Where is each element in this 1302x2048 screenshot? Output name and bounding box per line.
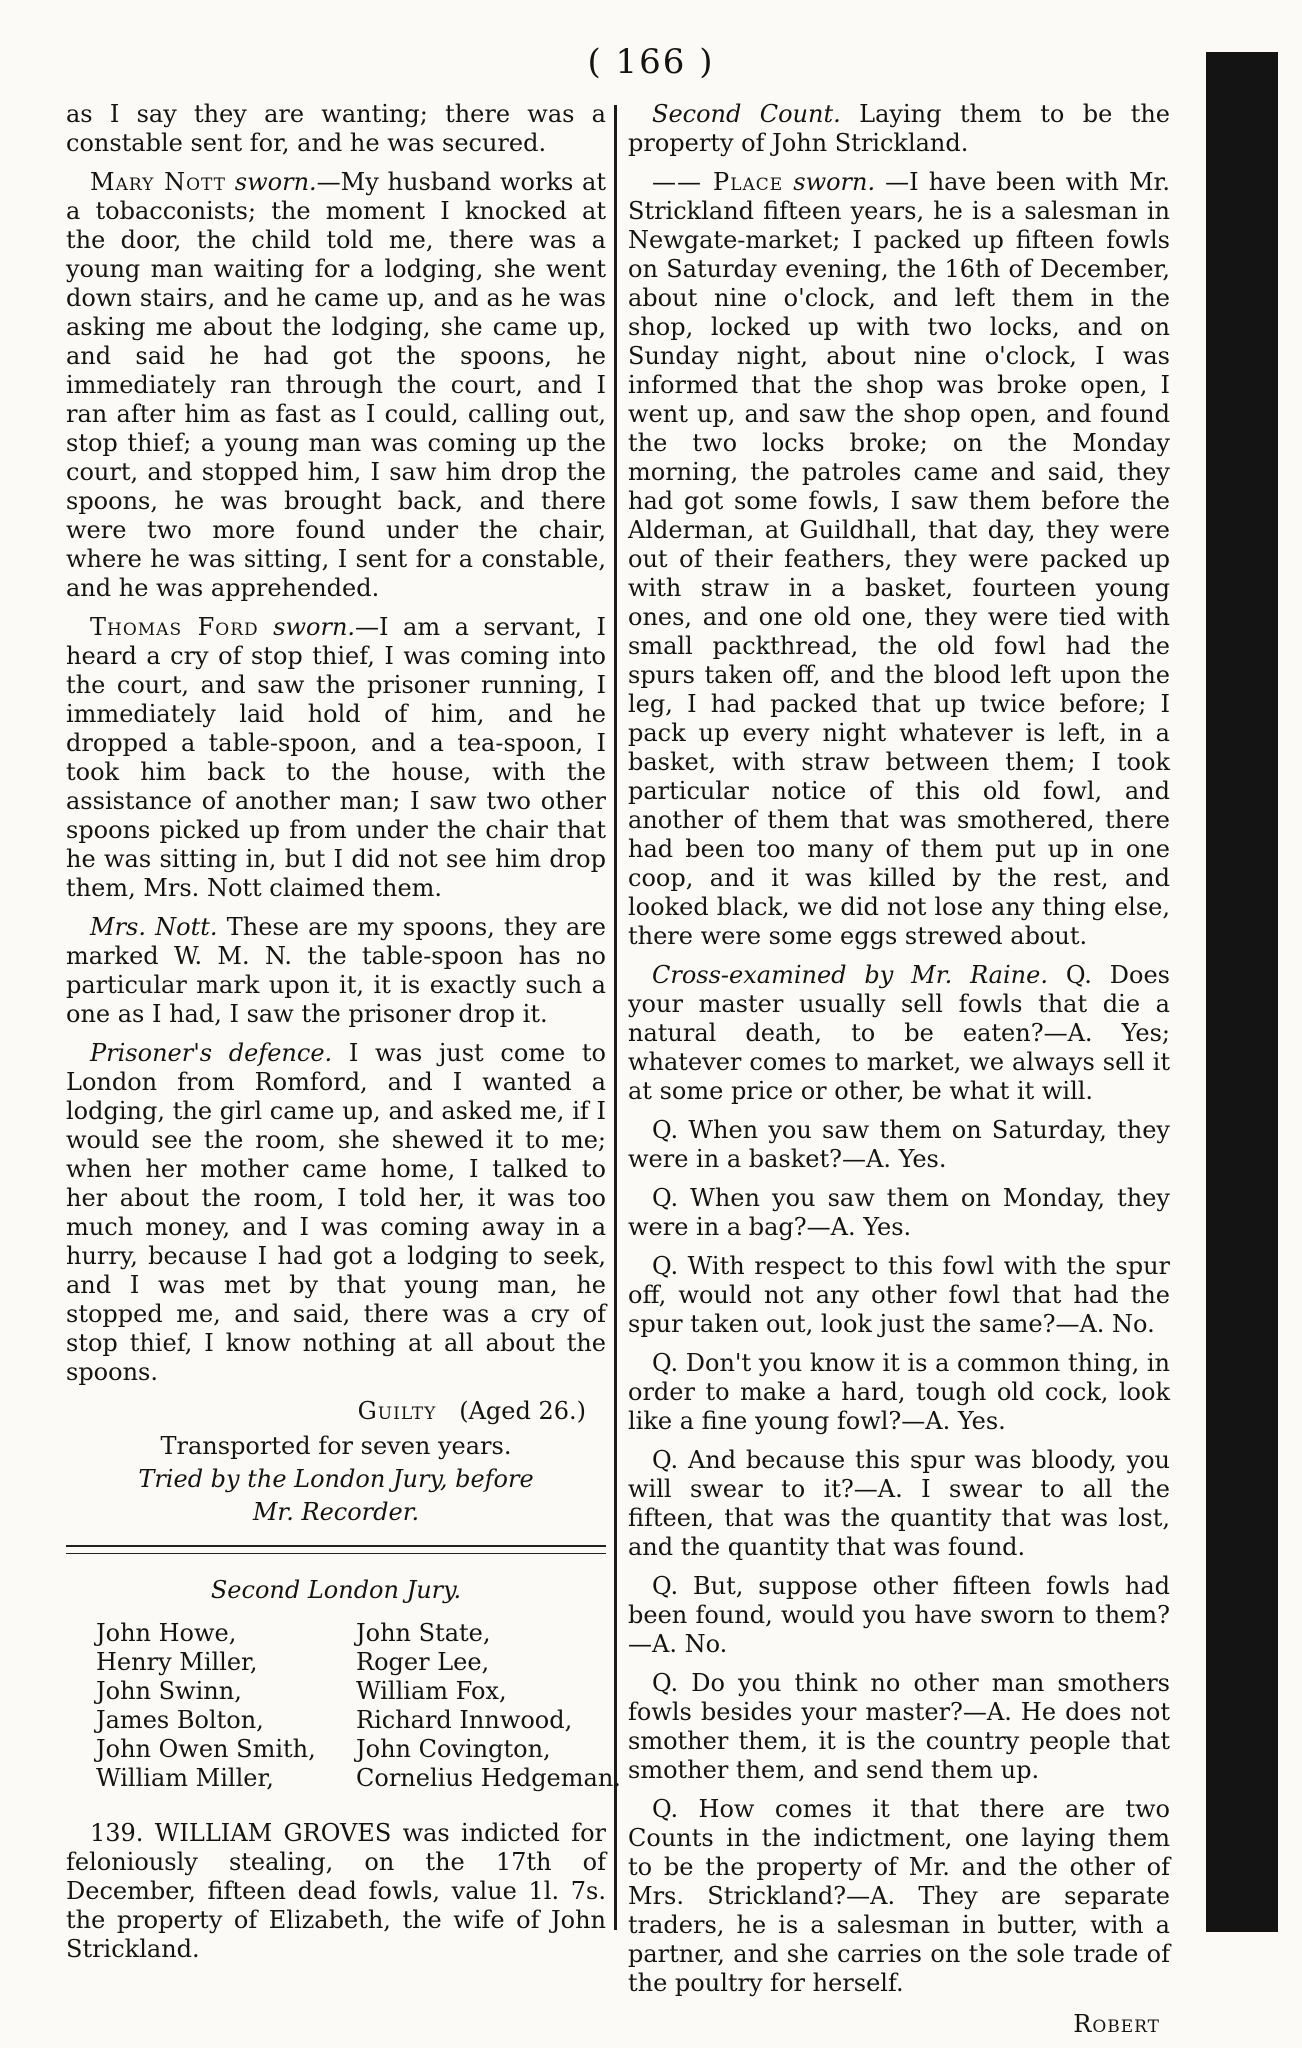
juror: John Swinn,	[96, 1677, 242, 1705]
qa-item: Q. How comes it that there are two Counts in the indictment, one laying them to be the property of Mr. and the other of Mrs. Strickland?—A. They are separate traders, he is a salesman in butter, with a partner, and she carries on the sole trade of the poultry for herself.	[628, 1795, 1170, 1997]
case-139-indictment	[66, 1819, 606, 1964]
jury-list	[66, 1619, 621, 1793]
qa-item: Q. With respect to this fowl with the spur off, would not any other fowl that had the spur taken out, look just the same?—A. No.	[628, 1252, 1170, 1338]
tried-by-line: Tried by the London Jury, before	[138, 1465, 534, 1493]
cross-exam-text: Q. Does your master usually sell fowls that die a natural death, to be eaten?—A. Yes; whatever comes to market, we always sell it at some price or other, be what it will.	[628, 961, 1171, 1105]
testimony-thomas-ford	[66, 613, 606, 903]
juror: Roger Lee,	[356, 1648, 490, 1676]
paragraph: as I say they are wanting; there was a constable sent for, and he was secured.	[66, 100, 606, 157]
juror: James Bolton,	[96, 1706, 264, 1734]
case-number: 139.	[90, 1819, 144, 1847]
indictment-text: was indicted for feloniously stealing, on the 17th of December, fifteen dead fowls, value 1l. 7s. the property of Elizabeth, the wife of John Strickland.	[66, 1819, 606, 1963]
count-label: Second Count.	[652, 100, 841, 128]
sentence: Transported for seven years.	[160, 1432, 512, 1460]
jury-title: Second London Jury.	[210, 1576, 462, 1604]
testimony-text: —I am a servant, I heard a cry of stop thief, I was coming into the court, and saw the prisoner running, I immediately laid hold of him, and he dropped a table-spoon, and a tea-spoon, I took him back to the house, with the assistance of another man; I saw two other spoons picked up from under the chair that he was sitting in, but I did not see him drop them, Mrs. Nott claimed them.	[66, 613, 606, 902]
witness-name: Mrs. Nott.	[90, 913, 218, 941]
verdict	[66, 1397, 606, 1426]
testimony-mrs-nott	[66, 913, 606, 1029]
juror: John Howe,	[96, 1619, 237, 1647]
juror: William Fox,	[356, 1677, 507, 1705]
second-count	[628, 100, 1170, 158]
qa-item: Q. Do you think no other man smothers fowls besides your master?—A. He does not smother them, it is the country people that smother them, and send them up.	[628, 1669, 1170, 1784]
juror: Henry Miller,	[96, 1648, 258, 1676]
witness-name: Mary Nott	[90, 168, 227, 196]
qa-item: Q. Don't you know it is a common thing, in order to make a hard, tough old cock, look like a fine young fowl?—A. Yes.	[628, 1349, 1170, 1435]
qa-item: Q. When you saw them on Saturday, they were in a basket?—A. Yes.	[628, 1116, 1170, 1173]
witness-name: Thomas Ford	[90, 613, 259, 641]
sworn-label: sworn.	[793, 168, 876, 196]
juror: John Covington,	[356, 1735, 551, 1763]
qa-item: Q. When you saw them on Monday, they were in a bag?—A. Yes.	[628, 1184, 1170, 1241]
juror: Richard Innwood,	[356, 1706, 573, 1734]
catchword: Robert	[1073, 2010, 1160, 2038]
right-column	[628, 100, 1170, 2039]
tried-by-judge: Mr. Recorder.	[252, 1498, 420, 1526]
cross-examination	[628, 961, 1170, 1106]
sworn-label: sworn.	[234, 168, 317, 196]
juror: John Owen Smith,	[96, 1735, 316, 1763]
sworn-label: sworn.	[273, 613, 356, 641]
defence-text: I was just come to London from Romford, and I wanted a lodging, the girl came up, and asked me, if I would see the room, she shewed it to me; when her mother came home, I talked to her about the room, I told her, it was too much money, and I was coming away in a hurry, because I had got a lodging to seek, and I was met by that young man, he stopped me, and said, there was a cry of stop thief, I know nothing at all about the spoons.	[66, 1039, 606, 1386]
section-rule	[66, 1545, 606, 1547]
left-column	[66, 100, 621, 1974]
defence-label: Prisoner's defence.	[90, 1039, 333, 1067]
testimony-text: —My husband works at a tobacconists; the moment I knocked at the door, the child told me, there was a young man waiting for a lodging, she went down stairs, and he came up, and as he was asking me about the lodging, she came up, and said he had got the spoons, he immediately ran through the court, and I ran after him as fast as I could, calling out, stop thief; a young man was coming up the court, and stopped him, I saw him drop the spoons, he was brought back, and there were two more found under the chair, where he was sitting, I sent for a constable, and he was apprehended.	[66, 168, 606, 602]
section-rule-thin	[66, 1553, 606, 1554]
verdict-word: Guilty	[357, 1397, 437, 1425]
count-text: Laying them to be the property of John Strickland.	[628, 100, 1170, 157]
testimony-text: These are my spoons, they are marked W. M. N. the table-spoon has no particular mark upon it, it is exactly such a one as I had, I saw the prisoner drop it.	[66, 913, 606, 1028]
cross-exam-label: Cross-examined by Mr. Raine.	[652, 961, 1048, 989]
qa-item: Q. But, suppose other fifteen fowls had been found, would you have sworn to them?—A. No.	[628, 1572, 1170, 1658]
testimony-mary-nott	[66, 168, 606, 603]
qa-item: Q. And because this spur was bloody, you will swear to it?—A. I swear to all the fifteen, that was the quantity that was lost, and the quantity that was found.	[628, 1446, 1170, 1561]
testimony-place	[628, 168, 1170, 951]
juror: John State,	[356, 1619, 491, 1647]
scan-edge	[1206, 52, 1278, 1932]
juror: William Miller,	[96, 1764, 274, 1792]
defendant-name: WILLIAM GROVES	[154, 1819, 392, 1847]
testimony-text: —I have been with Mr. Strickland fifteen years, he is a salesman in Newgate-market; I packed up fifteen fowls on Saturday evening, the 16th of December, about nine o'clock, and left them in the shop, locked up with two locks, and on Sunday night, about nine o'clock, I was informed that the shop was broke open, I went up, and saw the shop open, and found the two locks broke; on the Monday morning, the patroles came and said, they had got some fowls, I saw them before the Alderman, at Guildhall, that day, they were out of their feathers, they were packed up with straw in a basket, fourteen young ones, and one old one, they were tied with small packthread, the old fowl had the spurs taken off, and the blood left upon the leg, I had packed that up twice before; I pack up every night whatever is left, in a basket, with straw between them; I took particular notice of this old fowl, and another of them that was smothered, there had been too many of them put up in one coop, and it was killed by the rest, and looked black, we did not lose any thing else, there were some eggs strewed about.	[628, 168, 1170, 950]
prisoner-defence	[66, 1039, 606, 1387]
page-number: ( 166 )	[587, 42, 715, 82]
witness-name: —— Place	[652, 168, 784, 196]
juror: Cornelius Hedgeman.	[356, 1764, 621, 1792]
prisoner-age: (Aged 26.)	[459, 1397, 586, 1425]
